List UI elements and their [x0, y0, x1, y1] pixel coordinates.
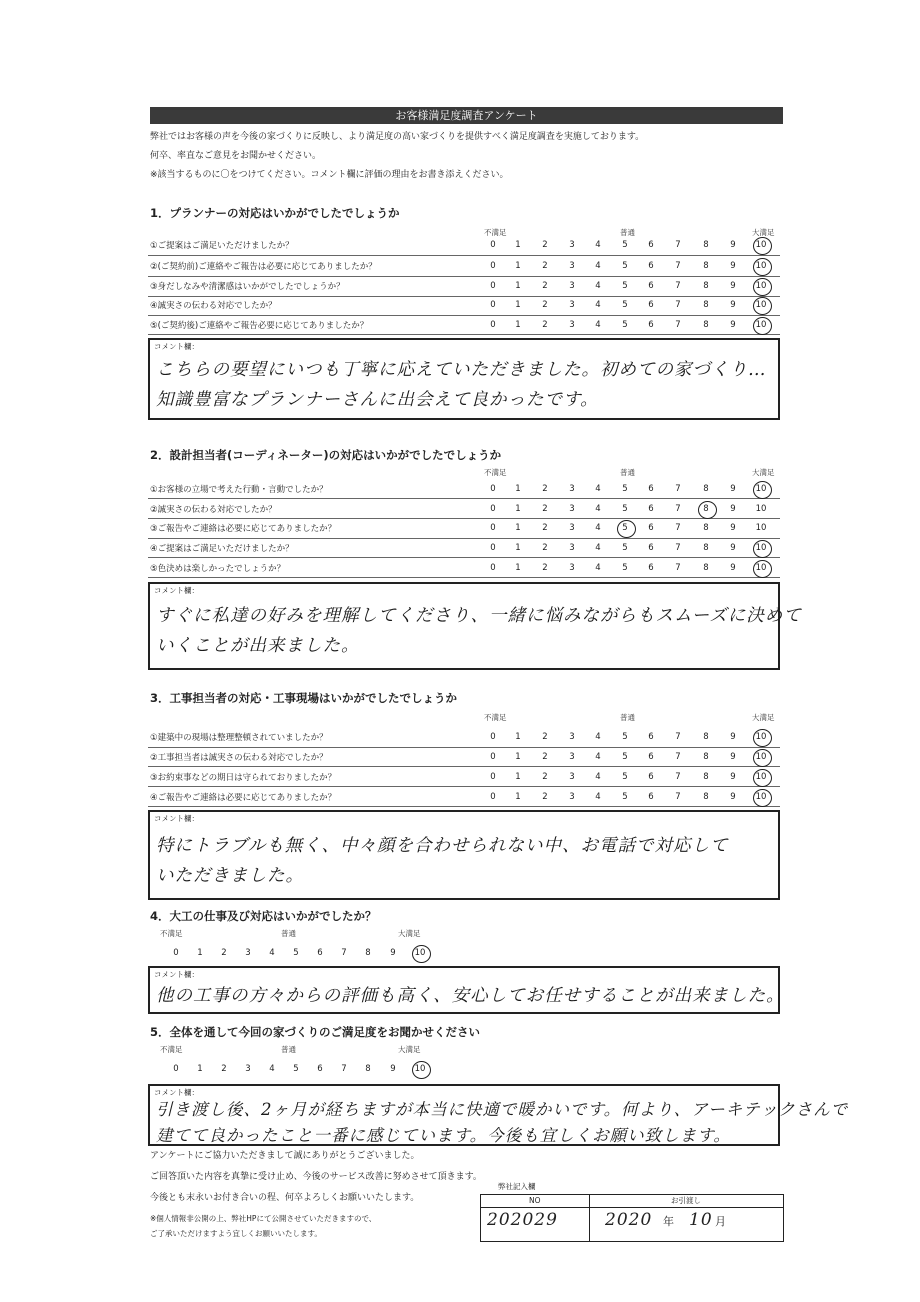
survey-title: お客様満足度調査アンケート: [150, 107, 783, 124]
scale-low-label: 不満足: [484, 713, 507, 722]
rating-option-2[interactable]: 2: [542, 504, 548, 514]
rating-option-6[interactable]: 6: [317, 1064, 323, 1074]
comment-line: いただきました。: [156, 866, 304, 886]
rating-option-9[interactable]: 9: [730, 261, 736, 271]
comment-box-5[interactable]: [148, 1084, 849, 1146]
rating-option-5[interactable]: 5: [622, 300, 628, 310]
rating-option-1[interactable]: 1: [515, 543, 521, 553]
rating-option-0[interactable]: 0: [490, 504, 496, 514]
rating-option-7[interactable]: 7: [341, 1064, 347, 1074]
rating-option-2[interactable]: 2: [542, 240, 548, 250]
rating-option-0[interactable]: 0: [490, 523, 496, 533]
row-divider: [148, 276, 780, 277]
rating-option-10[interactable]: 10: [751, 772, 771, 782]
comment-line: 建てて良かったこと一番に感じています。今後も宜しくお願い致します。: [156, 1126, 731, 1145]
rating-option-8[interactable]: 8: [703, 732, 709, 742]
scale-mid-label: 普通: [620, 713, 635, 722]
rating-option-10[interactable]: 10: [410, 1064, 430, 1074]
rating-option-2[interactable]: 2: [542, 543, 548, 553]
rating-option-1[interactable]: 1: [515, 752, 521, 762]
scale-low-label: 不満足: [484, 468, 507, 477]
rating-option-2[interactable]: 2: [542, 320, 548, 330]
rating-option-2[interactable]: 2: [542, 732, 548, 742]
comment-box-3[interactable]: [148, 810, 780, 900]
rating-option-3[interactable]: 3: [569, 732, 575, 742]
handover-month: 10: [689, 1210, 713, 1230]
rating-option-0[interactable]: 0: [490, 320, 496, 330]
closing-line: ご回答頂いた内容を真摯に受け止め、今後のサービス改善に努めさせて頂きます。: [150, 1172, 482, 1182]
table-divider: [481, 1207, 783, 1208]
question-label: ④ご提案はご満足いただけましたか？: [150, 544, 294, 554]
row-divider: [148, 557, 780, 558]
comment-line: こちらの要望にいつも丁寧に応えていただきました。初めての家づくり…: [156, 360, 767, 380]
comment-line: 特にトラブルも無く、中々顔を合わせられない中、お電話で対応して: [156, 836, 729, 856]
rating-option-4[interactable]: 4: [269, 948, 275, 958]
rating-option-3[interactable]: 3: [569, 240, 575, 250]
rating-option-8[interactable]: 8: [703, 320, 709, 330]
rating-option-4[interactable]: 4: [595, 732, 601, 742]
rating-option-8[interactable]: 8: [703, 792, 709, 802]
rating-option-0[interactable]: 0: [490, 792, 496, 802]
rating-option-1[interactable]: 1: [515, 504, 521, 514]
comment-line: 他の工事の方々からの評価も高く、安心してお任せすることが出来ました。: [156, 986, 785, 1006]
row-divider: [148, 786, 780, 787]
rating-option-5[interactable]: 5: [622, 281, 628, 291]
rating-option-3[interactable]: 3: [245, 948, 251, 958]
section-5-title: 5．全体を通して今回の家づくりのご満足度をお聞かせください: [150, 1025, 480, 1039]
rating-option-6[interactable]: 6: [648, 543, 654, 553]
rating-option-8[interactable]: 8: [703, 240, 709, 250]
rating-option-2[interactable]: 2: [221, 948, 227, 958]
scale-mid-label: 普通: [620, 468, 635, 477]
rating-option-4[interactable]: 4: [595, 523, 601, 533]
table-divider: [589, 1195, 590, 1241]
question-label: ①建築中の現場は整理整頓されていましたか？: [150, 733, 328, 743]
rating-option-6[interactable]: 6: [648, 504, 654, 514]
comment-line: 知識豊富なプランナーさんに出会えて良かったです。: [156, 390, 599, 410]
rating-option-1[interactable]: 1: [515, 792, 521, 802]
rating-option-1[interactable]: 1: [515, 772, 521, 782]
question-label: ④ご報告やご連絡は必要に応じてありましたか？: [150, 793, 337, 803]
rating-option-9[interactable]: 9: [390, 948, 396, 958]
scale-low-label: 不満足: [484, 228, 507, 237]
rating-option-9[interactable]: 9: [730, 772, 736, 782]
rating-option-4[interactable]: 4: [595, 300, 601, 310]
rating-option-9[interactable]: 9: [390, 1064, 396, 1074]
closing-line: アンケートにご協力いただきまして誠にありがとうございました。: [150, 1151, 420, 1161]
rating-option-8[interactable]: 8: [703, 563, 709, 573]
rating-option-7[interactable]: 7: [675, 543, 681, 553]
question-label: ③ご報告やご連絡は必要に応じてありましたか？: [150, 524, 337, 534]
rating-option-5[interactable]: 5: [622, 752, 628, 762]
rating-option-6[interactable]: 6: [648, 261, 654, 271]
rating-option-3[interactable]: 3: [569, 300, 575, 310]
rating-option-10[interactable]: 10: [751, 281, 771, 291]
rating-option-6[interactable]: 6: [648, 792, 654, 802]
rating-option-3[interactable]: 3: [245, 1064, 251, 1074]
rating-option-10[interactable]: 10: [751, 563, 771, 573]
scale-high-label: 大満足: [752, 713, 775, 722]
comment-line: いくことが出来ました。: [156, 636, 360, 656]
rating-option-3[interactable]: 3: [569, 543, 575, 553]
comment-line: すぐに私達の好みを理解してくださり、一緒に悩みながらもスムーズに決めて: [156, 606, 802, 626]
rating-option-0[interactable]: 0: [490, 261, 496, 271]
rating-option-8[interactable]: 8: [703, 484, 709, 494]
rating-option-5[interactable]: 5: [622, 732, 628, 742]
closing-line: 今後とも末永いお付き合いの程、何卒よろしくお願いいたします。: [150, 1193, 420, 1203]
rating-option-7[interactable]: 7: [675, 300, 681, 310]
rating-option-3[interactable]: 3: [569, 523, 575, 533]
month-unit: 月: [715, 1215, 726, 1228]
rating-option-6[interactable]: 6: [648, 752, 654, 762]
rating-option-1[interactable]: 1: [197, 1064, 203, 1074]
row-divider: [148, 747, 780, 748]
rating-option-3[interactable]: 3: [569, 563, 575, 573]
section-4-title: 4．大工の仕事及び対応はいかがでしたか？: [150, 909, 377, 923]
rating-option-10[interactable]: 10: [751, 261, 771, 271]
rating-option-2[interactable]: 2: [542, 300, 548, 310]
comment-label: コメント欄：: [154, 814, 199, 823]
scale-mid-label: 普通: [620, 228, 635, 237]
rating-option-1[interactable]: 1: [515, 261, 521, 271]
rating-option-2[interactable]: 2: [542, 261, 548, 271]
rating-option-0[interactable]: 0: [490, 543, 496, 553]
rating-option-0[interactable]: 0: [490, 300, 496, 310]
rating-option-10[interactable]: 10: [751, 240, 771, 250]
rating-option-5[interactable]: 5: [622, 772, 628, 782]
rating-option-5[interactable]: 5: [622, 792, 628, 802]
scale-low-label: 不満足: [160, 929, 183, 938]
question-label: ④誠実さの伝わる対応でしたか？: [150, 301, 277, 311]
intro-line: 何卒、率直なご意見をお聞かせください。: [150, 151, 322, 161]
rating-option-4[interactable]: 4: [595, 240, 601, 250]
row-divider: [148, 315, 780, 316]
rating-option-0[interactable]: 0: [173, 948, 179, 958]
rating-option-10[interactable]: 10: [751, 300, 771, 310]
rating-option-8[interactable]: 8: [696, 504, 716, 514]
question-label: ②工事担当者は誠実さの伝わる対応でしたか？: [150, 753, 328, 763]
rating-option-3[interactable]: 3: [569, 504, 575, 514]
question-label: ②誠実さの伝わる対応でしたか？: [150, 505, 277, 515]
rating-option-9[interactable]: 9: [730, 281, 736, 291]
scale-mid-label: 普通: [281, 929, 296, 938]
rating-option-4[interactable]: 4: [595, 504, 601, 514]
scale-high-label: 大満足: [398, 929, 421, 938]
rating-option-7[interactable]: 7: [675, 281, 681, 291]
rating-option-9[interactable]: 9: [730, 320, 736, 330]
row-divider: [148, 296, 780, 297]
rating-option-6[interactable]: 6: [648, 772, 654, 782]
row-divider: [148, 334, 780, 335]
rating-option-7[interactable]: 7: [341, 948, 347, 958]
rating-option-5[interactable]: 5: [622, 240, 628, 250]
rating-option-8[interactable]: 8: [703, 261, 709, 271]
no-header: NO: [529, 1196, 541, 1205]
rating-option-3[interactable]: 3: [569, 484, 575, 494]
rating-option-2[interactable]: 2: [542, 281, 548, 291]
rating-option-7[interactable]: 7: [675, 772, 681, 782]
comment-label: コメント欄：: [154, 970, 199, 979]
question-label: ②(ご契約前)ご連絡やご報告は必要に応じてありましたか？: [150, 262, 377, 272]
rating-option-2[interactable]: 2: [542, 484, 548, 494]
rating-option-6[interactable]: 6: [648, 732, 654, 742]
rating-option-7[interactable]: 7: [675, 752, 681, 762]
rating-option-8[interactable]: 8: [703, 281, 709, 291]
rating-option-5[interactable]: 5: [622, 484, 628, 494]
row-divider: [148, 577, 780, 578]
rating-option-4[interactable]: 4: [595, 772, 601, 782]
rating-option-1[interactable]: 1: [197, 948, 203, 958]
rating-option-10[interactable]: 10: [751, 543, 771, 553]
rating-option-5[interactable]: 5: [622, 261, 628, 271]
intro-line: 弊社ではお客様の声を今後の家づくりに反映し、より満足度の高い家づくりを提供すべく満足度調査を実施しております。: [150, 132, 645, 142]
rating-option-2[interactable]: 2: [542, 563, 548, 573]
rating-option-1[interactable]: 1: [515, 523, 521, 533]
comment-line: 引き渡し後、2ヶ月が経ちますが本当に快適で暖かいです。何より、アーキテックさんで: [156, 1100, 849, 1119]
rating-option-5[interactable]: 5: [615, 523, 635, 533]
rating-option-4[interactable]: 4: [595, 261, 601, 271]
section-2-title: 2．設計担当者(コーディネーター)の対応はいかがでしたでしょうか: [150, 448, 502, 462]
scale-high-label: 大満足: [398, 1045, 421, 1054]
row-divider: [148, 806, 780, 807]
row-divider: [148, 498, 780, 499]
comment-box-1[interactable]: [148, 338, 780, 420]
rating-option-6[interactable]: 6: [648, 300, 654, 310]
rating-option-0[interactable]: 0: [173, 1064, 179, 1074]
rating-option-5[interactable]: 5: [293, 948, 299, 958]
rating-option-10[interactable]: 10: [751, 320, 771, 330]
rating-option-7[interactable]: 7: [675, 261, 681, 271]
question-label: ⑤色決めは楽しかったでしょうか？: [150, 564, 286, 574]
rating-option-10[interactable]: 10: [410, 948, 430, 958]
privacy-note: ご了承いただけますよう宜しくお願いいたします。: [150, 1229, 322, 1238]
rating-option-1[interactable]: 1: [515, 563, 521, 573]
scale-mid-label: 普通: [281, 1045, 296, 1054]
rating-option-5[interactable]: 5: [622, 543, 628, 553]
rating-option-3[interactable]: 3: [569, 772, 575, 782]
rating-option-8[interactable]: 8: [365, 1064, 371, 1074]
row-divider: [148, 255, 780, 256]
rating-option-8[interactable]: 8: [703, 523, 709, 533]
scale-high-label: 大満足: [752, 468, 775, 477]
rating-option-1[interactable]: 1: [515, 320, 521, 330]
rating-option-2[interactable]: 2: [542, 772, 548, 782]
question-label: ③お約束事などの期日は守られておりましたか？: [150, 773, 337, 783]
rating-option-5[interactable]: 5: [622, 320, 628, 330]
no-value: 202029: [487, 1210, 558, 1230]
rating-option-0[interactable]: 0: [490, 281, 496, 291]
office-use-label: 弊社記入欄: [498, 1182, 536, 1191]
rating-option-10[interactable]: 10: [751, 752, 771, 762]
rating-option-3[interactable]: 3: [569, 320, 575, 330]
year-unit: 年: [663, 1215, 674, 1228]
rating-option-1[interactable]: 1: [515, 240, 521, 250]
intro-line: ※該当するものに〇をつけてください。コメント欄に評価の理由をお書き添えください。: [150, 170, 509, 180]
rating-option-6[interactable]: 6: [317, 948, 323, 958]
rating-option-8[interactable]: 8: [703, 300, 709, 310]
rating-option-4[interactable]: 4: [595, 752, 601, 762]
rating-option-7[interactable]: 7: [675, 484, 681, 494]
rating-option-5[interactable]: 5: [622, 563, 628, 573]
rating-option-9[interactable]: 9: [730, 563, 736, 573]
rating-option-4[interactable]: 4: [595, 484, 601, 494]
rating-option-9[interactable]: 9: [730, 732, 736, 742]
rating-option-6[interactable]: 6: [648, 281, 654, 291]
handover-year: 2020: [605, 1210, 653, 1230]
rating-option-2[interactable]: 2: [542, 792, 548, 802]
rating-option-3[interactable]: 3: [569, 752, 575, 762]
rating-option-9[interactable]: 9: [730, 484, 736, 494]
row-divider: [148, 766, 780, 767]
row-divider: [148, 518, 780, 519]
rating-option-7[interactable]: 7: [675, 504, 681, 514]
privacy-note: ※個人情報非公開の上、弊社HPにて公開させていただきますので、: [150, 1214, 377, 1223]
rating-option-8[interactable]: 8: [703, 543, 709, 553]
rating-option-0[interactable]: 0: [490, 563, 496, 573]
rating-option-9[interactable]: 9: [730, 792, 736, 802]
rating-option-1[interactable]: 1: [515, 732, 521, 742]
comment-label: コメント欄：: [154, 1088, 199, 1097]
rating-option-6[interactable]: 6: [648, 240, 654, 250]
question-label: ③身だしなみや清潔感はいかがでしたでしょうか？: [150, 282, 345, 292]
rating-option-6[interactable]: 6: [648, 563, 654, 573]
rating-option-2[interactable]: 2: [221, 1064, 227, 1074]
section-3-title: 3．工事担当者の対応・工事現場はいかがでしたでしょうか: [150, 691, 457, 705]
comment-box-4[interactable]: [148, 966, 785, 1014]
rating-option-5[interactable]: 5: [293, 1064, 299, 1074]
rating-option-6[interactable]: 6: [648, 320, 654, 330]
rating-option-0[interactable]: 0: [490, 732, 496, 742]
rating-option-8[interactable]: 8: [703, 772, 709, 782]
rating-option-1[interactable]: 1: [515, 300, 521, 310]
rating-option-4[interactable]: 4: [269, 1064, 275, 1074]
rating-option-3[interactable]: 3: [569, 792, 575, 802]
comment-label: コメント欄：: [154, 342, 199, 351]
rating-option-7[interactable]: 7: [675, 320, 681, 330]
rating-option-9[interactable]: 9: [730, 543, 736, 553]
rating-option-2[interactable]: 2: [542, 752, 548, 762]
rating-option-7[interactable]: 7: [675, 523, 681, 533]
question-label: ①ご提案はご満足いただけましたか？: [150, 241, 294, 251]
rating-option-9[interactable]: 9: [730, 240, 736, 250]
comment-label: コメント欄：: [154, 586, 199, 595]
rating-option-4[interactable]: 4: [595, 792, 601, 802]
rating-option-4[interactable]: 4: [595, 281, 601, 291]
rating-option-10[interactable]: 10: [755, 523, 767, 533]
rating-option-1[interactable]: 1: [515, 484, 521, 494]
rating-option-2[interactable]: 2: [542, 523, 548, 533]
rating-option-0[interactable]: 0: [490, 484, 496, 494]
rating-option-10[interactable]: 10: [751, 484, 771, 494]
rating-option-3[interactable]: 3: [569, 261, 575, 271]
scale-high-label: 大満足: [752, 228, 775, 237]
section-1-title: 1．プランナーの対応はいかがでしたでしょうか: [150, 206, 400, 220]
question-label: ⑤(ご契約後)ご連絡やご報告必要に応じてありましたか？: [150, 321, 369, 331]
rating-option-9[interactable]: 9: [730, 752, 736, 762]
rating-option-9[interactable]: 9: [730, 523, 736, 533]
handover-header: お引渡し: [671, 1196, 701, 1205]
rating-option-6[interactable]: 6: [648, 484, 654, 494]
rating-option-0[interactable]: 0: [490, 772, 496, 782]
rating-option-9[interactable]: 9: [730, 504, 736, 514]
rating-option-10[interactable]: 10: [755, 504, 767, 514]
rating-option-3[interactable]: 3: [569, 281, 575, 291]
rating-option-0[interactable]: 0: [490, 240, 496, 250]
rating-option-4[interactable]: 4: [595, 543, 601, 553]
question-label: ①お客様の立場で考えた行動・言動でしたか？: [150, 485, 328, 495]
rating-option-7[interactable]: 7: [675, 240, 681, 250]
rating-option-7[interactable]: 7: [675, 792, 681, 802]
rating-option-5[interactable]: 5: [622, 504, 628, 514]
rating-option-7[interactable]: 7: [675, 732, 681, 742]
rating-option-10[interactable]: 10: [751, 732, 771, 742]
rating-option-9[interactable]: 9: [730, 300, 736, 310]
rating-option-8[interactable]: 8: [703, 752, 709, 762]
rating-option-1[interactable]: 1: [515, 281, 521, 291]
scale-low-label: 不満足: [160, 1045, 183, 1054]
comment-box-2[interactable]: [148, 582, 802, 670]
row-divider: [148, 538, 780, 539]
rating-option-0[interactable]: 0: [490, 752, 496, 762]
office-use-table: [480, 1194, 784, 1242]
rating-option-8[interactable]: 8: [365, 948, 371, 958]
rating-option-10[interactable]: 10: [751, 792, 771, 802]
rating-option-4[interactable]: 4: [595, 563, 601, 573]
rating-option-7[interactable]: 7: [675, 563, 681, 573]
rating-option-6[interactable]: 6: [648, 523, 654, 533]
rating-option-4[interactable]: 4: [595, 320, 601, 330]
